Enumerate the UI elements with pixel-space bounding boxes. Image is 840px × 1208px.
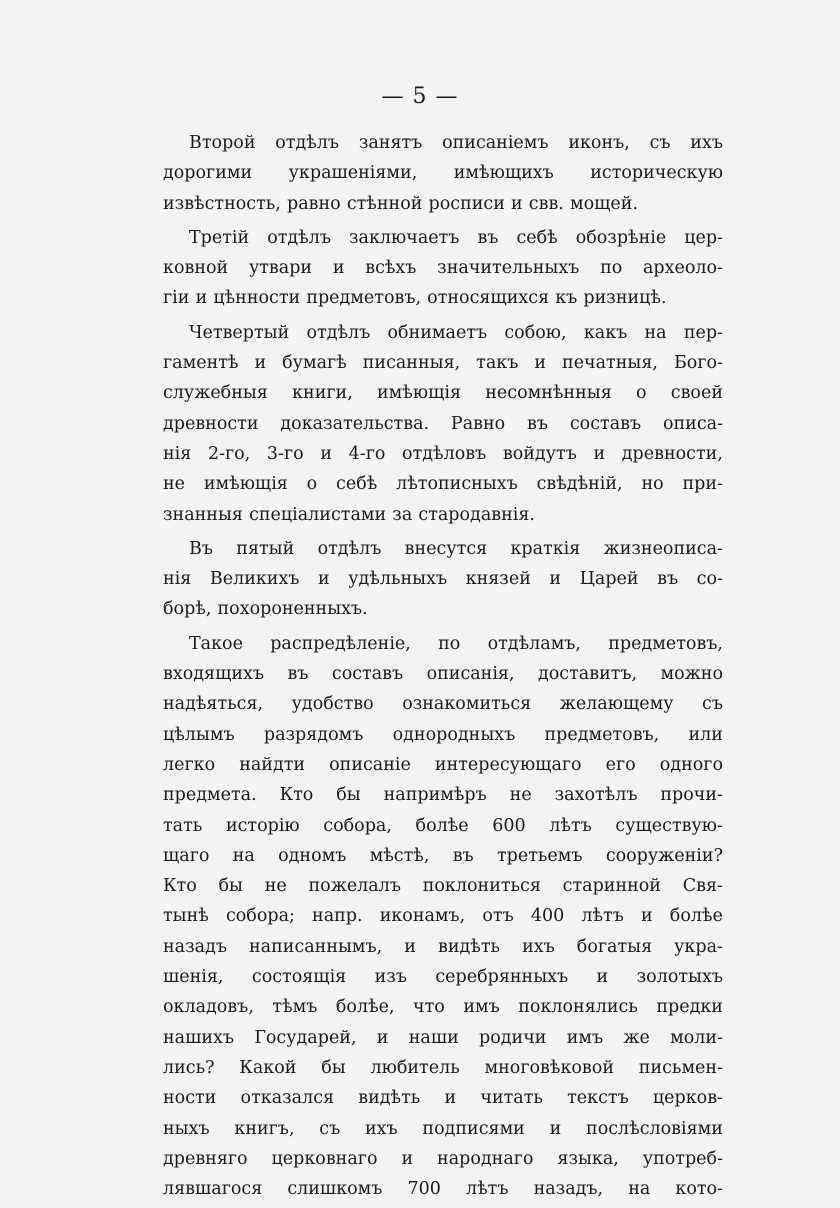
text-line: не имѣющія о себѣ лѣтописныхъ свѣдѣній, но при-: [163, 474, 723, 495]
text-line: шенія, состоящія изъ серебрянныхъ и золотыхъ: [163, 967, 723, 988]
text-line: щаго на одномъ мѣстѣ, въ третьемъ сооруженіи?: [163, 845, 723, 866]
text-line: ныхъ книгъ, съ ихъ подписями и послѣсловіями: [163, 1118, 723, 1139]
paragraph: [163, 629, 723, 1205]
text-line: лись? Какой бы любитель многовѣковой письмен-: [163, 1057, 723, 1078]
text-line: Второй отдѣлъ занятъ описаніемъ иконъ, съ ихъ: [189, 133, 723, 153]
text-line: входящихъ въ составъ описанія, доставитъ, можно: [163, 664, 723, 685]
paragraph: [163, 534, 723, 625]
text-line: нія 2-го, 3-го и 4-го отдѣловъ войдутъ и древности,: [163, 443, 723, 464]
text-line: назадъ написаннымъ, и видѣть ихъ богатыя укра-: [163, 936, 723, 957]
text-line: Четвертый отдѣлъ обнимаетъ собою, какъ на пер-: [189, 322, 723, 343]
text-line: древности доказательства. Равно въ составъ описа-: [163, 413, 723, 434]
page-number: — 5 —: [381, 84, 459, 109]
text-line: тать исторію собора, болѣе 600 лѣтъ существую-: [163, 815, 723, 836]
text-line: легко найдти описаніе интересующаго его одного: [163, 754, 723, 775]
text-line: ности отказался видѣть и читать текстъ церков-: [163, 1088, 723, 1109]
text-line: Въ пятый отдѣлъ внесутся краткія жизнеописа-: [189, 538, 723, 559]
body-text: [163, 128, 723, 1208]
text-line: Третій отдѣлъ заключаетъ въ себѣ обозрѣніе цер-: [189, 227, 723, 248]
paragraph: [163, 318, 723, 530]
text-line: Такое распредѣленіе, по отдѣламъ, предметовъ,: [189, 633, 723, 654]
text-line: извѣстность, равно стѣнной росписи и свв. мощей.: [163, 193, 639, 214]
text-line: дорогими украшеніями, имѣющихъ историческую: [163, 163, 723, 184]
text-line: древняго церковнаго и народнаго языка, употреб-: [163, 1148, 723, 1169]
text-line: лявшагося слишкомъ 700 лѣтъ назадъ, на кото-: [163, 1179, 723, 1200]
text-line: нія Великихъ и удѣльныхъ князей и Царей въ со-: [163, 569, 723, 590]
text-line: предмета. Кто бы напримѣръ не захотѣлъ прочи-: [163, 785, 723, 806]
text-line: знанныя спеціалистами за стародавнія.: [163, 504, 535, 525]
text-line: нашихъ Государей, и наши родичи имъ же моли-: [163, 1027, 723, 1048]
paragraph: [163, 128, 723, 219]
text-line: борѣ, похороненныхъ.: [163, 599, 368, 620]
text-line: ковной утвари и всѣхъ значительныхъ по археоло-: [163, 258, 723, 279]
text-line: гаментѣ и бумагѣ писанныя, такъ и печатныя, Бого-: [163, 353, 723, 374]
text-line: тынѣ собора; напр. иконамъ, отъ 400 лѣтъ и болѣе: [163, 906, 723, 927]
text-line: цѣлымъ разрядомъ однородныхъ предметовъ, или: [163, 724, 723, 745]
text-line: окладовъ, тѣмъ болѣе, что имъ поклонялись предки: [163, 997, 723, 1018]
text-line: служебныя книги, имѣющія несомнѣнныя о своей: [163, 383, 723, 404]
text-line: надѣяться, удобство ознакомиться желающему съ: [163, 694, 723, 715]
text-line: Кто бы не пожелалъ поклониться старинной Свя-: [163, 876, 723, 897]
paragraph: [163, 223, 723, 314]
text-line: гіи и цѣнности предметовъ, относящихся къ ризницѣ.: [163, 288, 667, 309]
